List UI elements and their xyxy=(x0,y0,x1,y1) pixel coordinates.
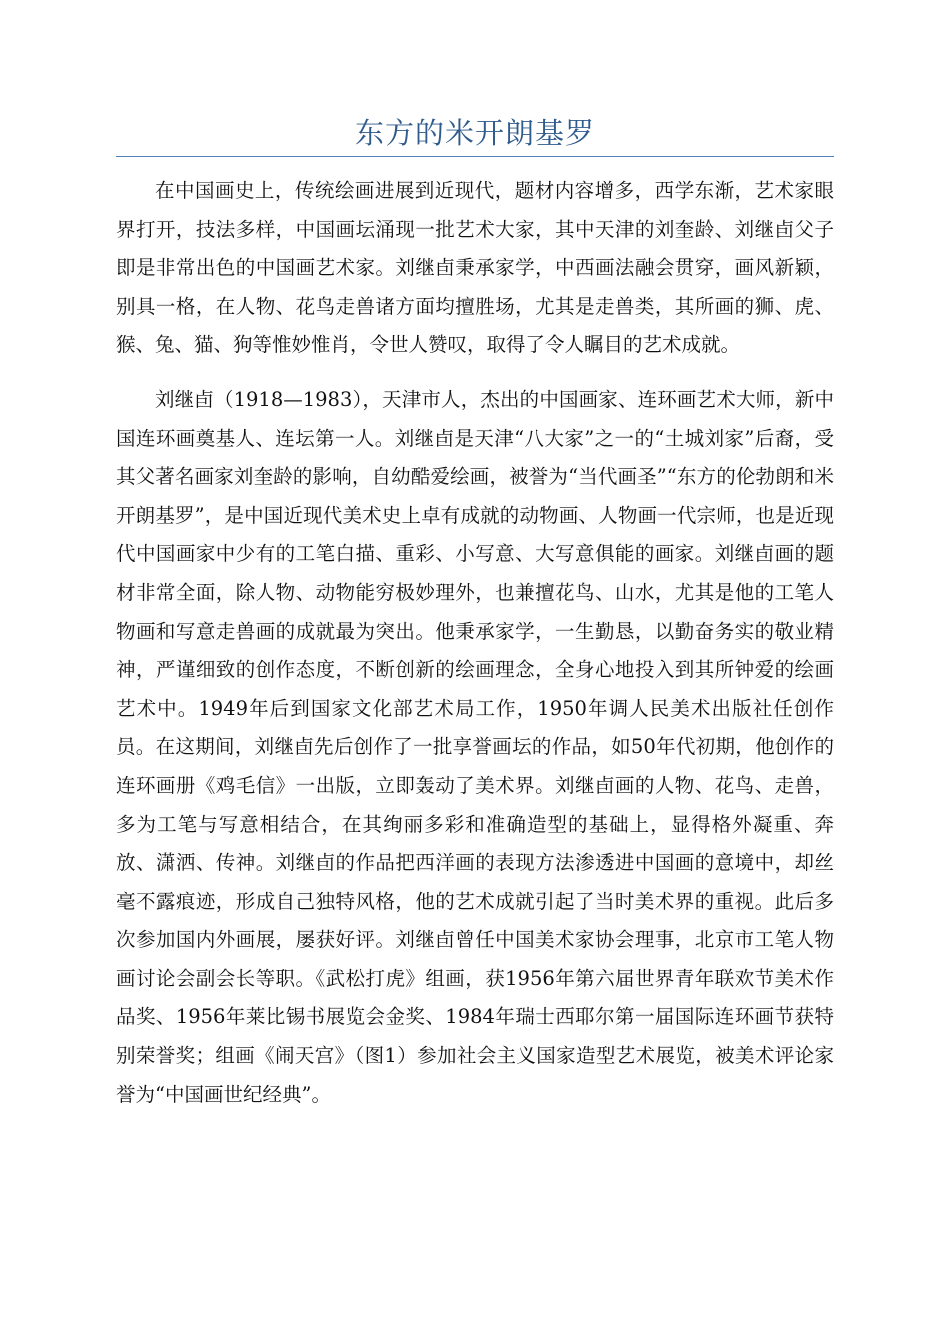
title-block xyxy=(116,110,834,157)
paragraph-intro: 在中国画史上，传统绘画进展到近现代，题材内容增多，西学东渐，艺术家眼界打开，技法多样，中国画坛涌现一批艺术大家，其中天津的刘奎龄、刘继卣父子即是非常出色的中国画艺术家。刘继卣秉承家学，中西画法融会贯穿，画风新颖，别具一格，在人物、花鸟走兽诸方面均擅胜场，尤其是走兽类，其所画的狮、虎、猴、兔、猫、狗等惟妙惟肖，令世人赞叹，取得了令人瞩目的艺术成就。 xyxy=(116,179,834,357)
page-title: 东方的米开朗基罗 xyxy=(354,116,595,150)
article-body xyxy=(116,172,834,1130)
paragraph-biography: 刘继卣（1918—1983），天津市人，杰出的中国画家、连环画艺术大师，新中国连环画奠基人、连坛第一人。刘继卣是天津“八大家”之一的“土城刘家”后裔，受其父著名画家刘奎龄的影响，自幼酷爱绘画，被誉为“当代画圣”“东方的伦勃朗和米开朗基罗”，是中国近现代美术史上卓有成就的动物画、人物画一代宗师，也是近现代中国画家中少有的工笔白描、重彩、小写意、大写意俱能的画家。刘继卣画的题材非常全面，除人物、动物能穷极妙理外，也兼擅花鸟、山水，尤其是他的工笔人物画和写意走兽画的成就最为突出。他秉承家学，一生勤恳，以勤奋务实的敬业精神，严谨细致的创作态度，不断创新的绘画理念，全身心地投入到其所钟爱的绘画艺术中。1949年后到国家文化部艺术局工作，1950年调人民美术出版社任创作员。在这期间，刘继卣先后创作了一批享誉画坛的作品，如50年代初期，他创作的连环画册《鸡毛信》一出版，立即轰动了美术界。刘继卣画的人物、花鸟、走兽，多为工笔与写意相结合，在其绚丽多彩和准确造型的基础上，显得格外凝重、奔放、潇洒、传神。刘继卣的作品把西洋画的表现方法渗透进中国画的意境中，却丝毫不露痕迹，形成自己独特风格，他的艺术成就引起了当时美术界的重视。此后多次参加国内外画展，屡获好评。刘继卣曾任中国美术家协会理事，北京市工笔人物画讨论会副会长等职。《武松打虎》组画，获1956年第六届世界青年联欢节美术作品奖、1956年莱比锡书展览会金奖、1984年瑞士西耶尔第一届国际连环画节获特别荣誉奖；组画《闹天宫》（图1）参加社会主义国家造型艺术展览，被美术评论家誉为“中国画世纪经典”。 xyxy=(116,387,834,1106)
